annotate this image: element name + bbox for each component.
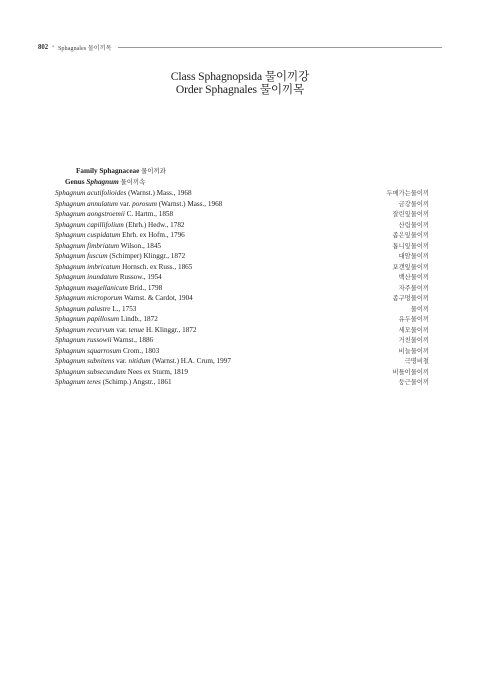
- species-korean-name: 포갠잎물이끼: [392, 263, 429, 271]
- authority-part: Crom., 1803: [121, 346, 160, 355]
- taxon-name-part: Sphagnum fuscum: [55, 252, 108, 260]
- taxon-name-part: Sphagnum squarrosum: [55, 346, 122, 355]
- species-row: [55, 293, 429, 304]
- species-korean-name: 세모물이끼: [398, 326, 429, 334]
- authority-part: (Warnst.) Mass., 1968: [156, 199, 223, 208]
- species-row: [55, 251, 429, 262]
- authority-part: Warnst., 1886: [111, 336, 154, 344]
- species-korean-name: 백산물이끼: [398, 274, 429, 281]
- taxon-name-part: Sphagnum microporum: [55, 294, 123, 302]
- authority-part: var.: [114, 325, 129, 334]
- header-rule: [118, 47, 442, 48]
- species-list: [55, 188, 429, 388]
- taxon-name-part: Sphagnum aongstroemii: [55, 210, 125, 218]
- species-korean-name: 극명비철: [404, 358, 429, 365]
- taxon-name-part: Sphagnum magellanicum: [55, 283, 128, 292]
- species-scientific-name: [55, 367, 188, 378]
- species-korean-name: 대암물이끼: [398, 253, 429, 260]
- genus-prefix: Genus: [65, 178, 87, 186]
- species-row: [55, 377, 429, 388]
- order-title: Order Sphagnales 물이끼목: [175, 83, 305, 97]
- species-row: [55, 209, 429, 220]
- species-row: [55, 346, 429, 357]
- taxon-name-part: Sphagnum recurvum: [55, 325, 115, 334]
- taxon-name-part: Sphagnum acutifolioides: [55, 189, 127, 197]
- authority-part: L., 1753: [110, 304, 137, 313]
- genus-heading: [55, 177, 429, 188]
- species-korean-name: 유두물이끼: [398, 316, 429, 323]
- species-row: [55, 272, 429, 283]
- authority-part: var.: [114, 357, 129, 365]
- authority-part: (Schimper) Klinggr., 1872: [107, 252, 186, 260]
- species-korean-name: 자주물이끼: [398, 284, 429, 292]
- taxon-name-part: Sphagnum subsecundum: [55, 367, 126, 376]
- genus-korean-name: 물이끼속: [120, 179, 146, 186]
- family-heading: [55, 166, 429, 177]
- authority-part: Lindb., 1872: [119, 315, 158, 323]
- taxon-name-part: porosum: [132, 199, 157, 208]
- species-row: [55, 356, 429, 367]
- species-korean-name: 비틀이물이끼: [392, 368, 429, 376]
- species-row: [55, 367, 429, 378]
- species-korean-name: 산림물이끼: [398, 221, 429, 229]
- species-scientific-name: [55, 346, 159, 357]
- species-scientific-name: [55, 209, 173, 220]
- species-scientific-name: [55, 272, 162, 283]
- taxon-name-part: Sphagnum capillifolium: [55, 220, 124, 229]
- authority-part: (Schimp.) Angstr., 1861: [100, 378, 172, 386]
- species-korean-name: 비늘물이끼: [398, 347, 429, 355]
- authority-part: var.: [117, 199, 133, 208]
- species-korean-name: 둥근물이끼: [398, 379, 429, 386]
- species-scientific-name: [55, 304, 136, 315]
- authority-part: C. Hartm., 1858: [124, 210, 174, 218]
- species-row: [55, 241, 429, 252]
- species-row: [55, 262, 429, 273]
- authority-part: Hornsch. ex Russ., 1865: [120, 262, 193, 271]
- species-korean-name: 잘린잎물이끼: [392, 211, 429, 218]
- species-korean-name: 톱니잎물이끼: [392, 242, 429, 250]
- species-row: [55, 335, 429, 346]
- species-scientific-name: [55, 262, 192, 273]
- species-korean-name: 물이끼: [410, 305, 429, 313]
- taxon-name-part: Sphagnum inundatum: [55, 273, 118, 281]
- taxon-name-part: tenue: [128, 325, 145, 334]
- species-korean-name: 좁은잎물이끼: [392, 232, 429, 239]
- authority-part: Warnst. & Cardot, 1904: [122, 294, 193, 302]
- taxon-name-part: nitidum: [128, 357, 151, 365]
- authority-part: Nees ex Sturm, 1819: [125, 367, 188, 376]
- authority-part: Ehrh. ex Hofm., 1796: [120, 231, 185, 239]
- species-scientific-name: [55, 293, 193, 304]
- species-scientific-name: [55, 335, 153, 346]
- species-scientific-name: [55, 325, 196, 336]
- species-row: [55, 304, 429, 315]
- species-row: [55, 325, 429, 336]
- species-korean-name: 금강물이끼: [398, 200, 429, 208]
- species-row: [55, 188, 429, 199]
- species-row: [55, 230, 429, 241]
- taxon-name-part: Sphagnum palustre: [55, 304, 111, 313]
- header-separator: •: [52, 44, 54, 50]
- running-header: [38, 42, 442, 52]
- authority-part: (Warnst.) H.A. Crum, 1997: [150, 357, 231, 365]
- taxon-name-part: Sphagnum papillosum: [55, 315, 120, 323]
- authority-part: Russow., 1954: [117, 273, 162, 281]
- species-korean-name: 거친물이끼: [398, 337, 429, 344]
- title-block: [0, 70, 480, 96]
- taxon-name-part: Sphagnum imbricatum: [55, 262, 121, 271]
- species-korean-name: 좀구멍물이끼: [392, 295, 429, 302]
- species-scientific-name: [55, 251, 185, 262]
- taxon-name-part: Sphagnum fimbriatum: [55, 241, 120, 250]
- page-number: 802: [38, 43, 49, 51]
- authority-part: (Warnst.) Mass., 1968: [126, 189, 192, 197]
- family-korean-name: 물이끼과: [141, 168, 166, 175]
- species-row: [55, 314, 429, 325]
- authority-part: Wilson., 1845: [119, 241, 162, 250]
- species-scientific-name: [55, 241, 161, 252]
- running-section-title: Sphagnales 물이끼목: [57, 44, 112, 52]
- species-scientific-name: [55, 199, 222, 210]
- family-label: Family Sphagnaceae: [76, 167, 140, 175]
- taxon-name-part: Sphagnum russowii: [55, 336, 112, 344]
- genus-name: Sphagnum: [86, 178, 119, 186]
- taxon-name-part: Sphagnum subnitens: [55, 357, 115, 365]
- authority-part: Brid., 1798: [127, 283, 163, 292]
- authority-part: H. Klinggr., 1872: [144, 325, 197, 334]
- species-scientific-name: [55, 377, 172, 388]
- species-row: [55, 220, 429, 231]
- species-row: [55, 199, 429, 210]
- family-block: [55, 166, 429, 388]
- authority-part: (Ehrh.) Hedw., 1782: [123, 220, 185, 229]
- species-scientific-name: [55, 314, 158, 325]
- species-korean-name: 두메가는물이끼: [386, 190, 429, 197]
- taxon-name-part: Sphagnum annulatum: [55, 199, 118, 208]
- species-scientific-name: [55, 220, 185, 231]
- species-row: [55, 283, 429, 294]
- species-scientific-name: [55, 356, 231, 367]
- class-title: Class Sphagnopsida 물이끼강: [170, 70, 310, 83]
- taxon-name-part: Sphagnum cuspidatum: [55, 231, 121, 239]
- species-scientific-name: [55, 230, 185, 241]
- taxon-name-part: Sphagnum teres: [55, 378, 101, 386]
- species-scientific-name: [55, 188, 192, 199]
- species-scientific-name: [55, 283, 162, 294]
